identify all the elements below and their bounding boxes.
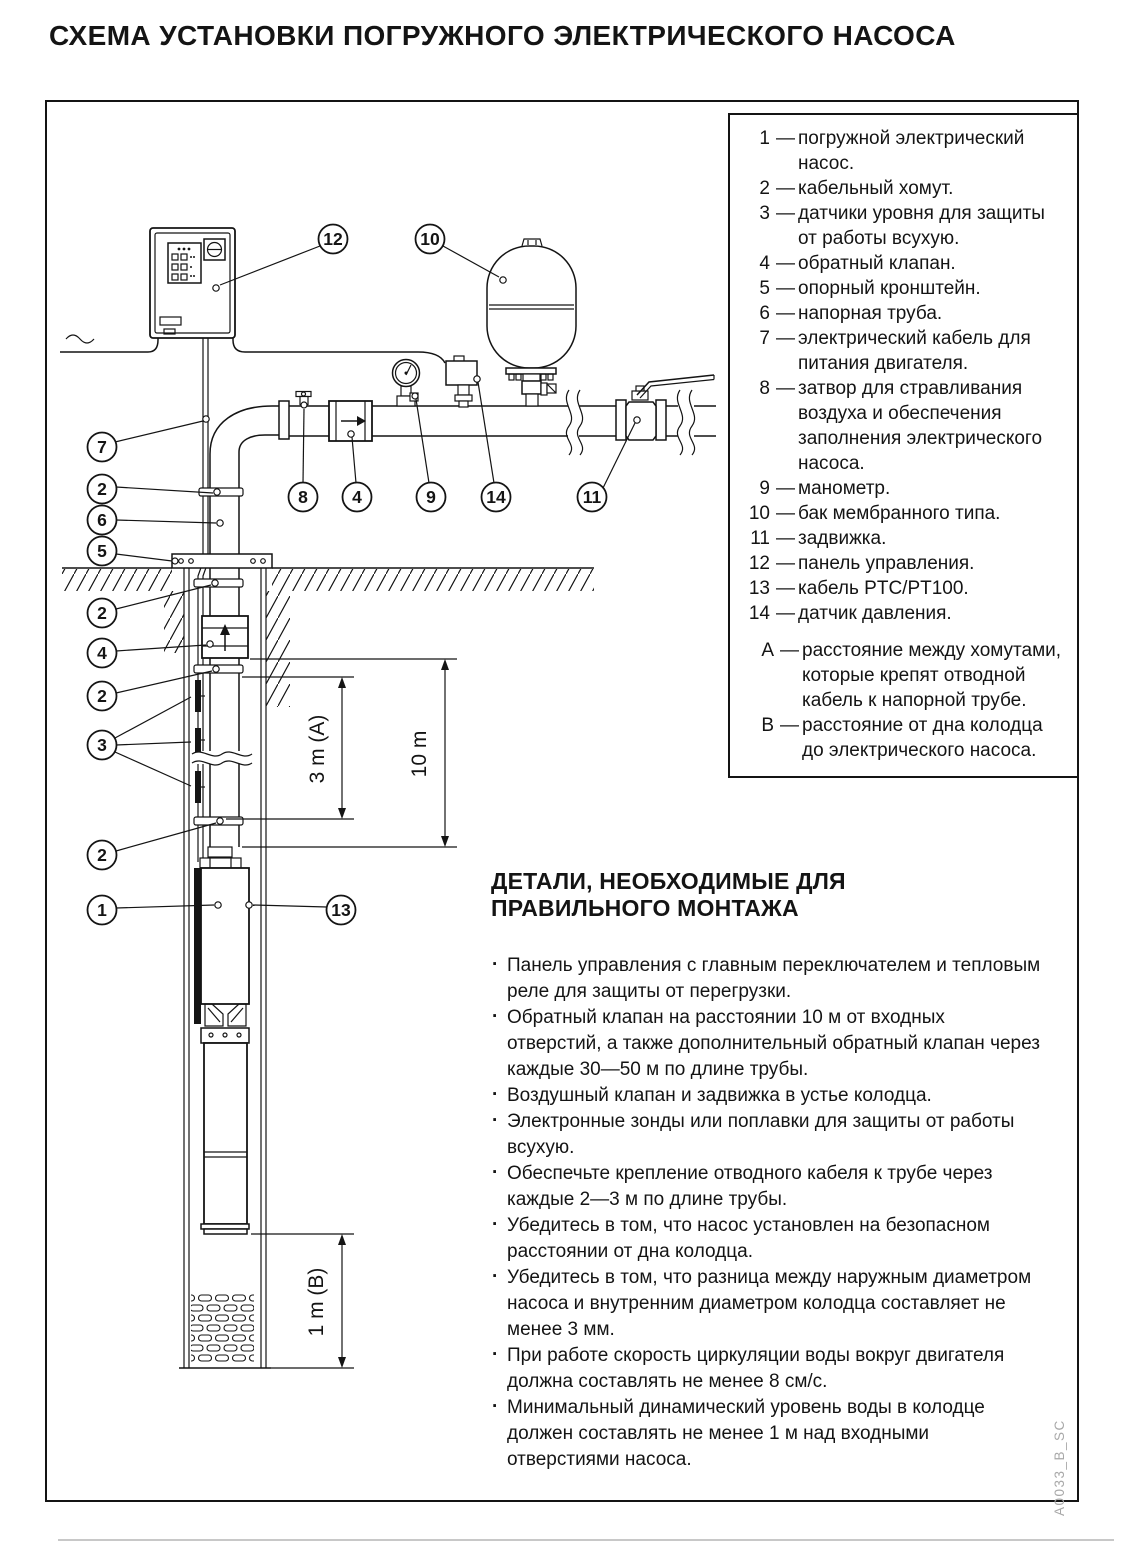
legend-box xyxy=(728,113,1079,778)
svg-text:2: 2 xyxy=(97,479,107,499)
callout-8 xyxy=(289,483,318,512)
legend-note-text: расстояние между хомутами, которые крепят отводной кабель к напорной трубе. xyxy=(802,640,1062,711)
legend-note-text: расстояние от дна колодца до электрического насоса. xyxy=(802,715,1043,761)
svg-text:9: 9 xyxy=(426,487,436,507)
bullet-item: · Панель управления с главным переключателем и тепловым реле для защиты от перегрузки. xyxy=(491,953,1043,1005)
dimension-10m-label: 10 m xyxy=(408,730,431,778)
legend-item-text: датчик давления. xyxy=(798,603,952,624)
legend-item-text: обратный клапан. xyxy=(798,253,956,274)
pressure-sensor xyxy=(446,356,477,407)
pump-intake-flange xyxy=(201,1028,249,1043)
callout-2d xyxy=(88,841,117,870)
details-heading-line1: ДЕТАЛИ, НЕОБХОДИМЫЕ ДЛЯ xyxy=(491,868,846,894)
pump-cable-guard xyxy=(194,868,201,1024)
svg-text:7: 7 xyxy=(97,437,107,457)
document-code: A0033_B_SC xyxy=(1052,1419,1067,1516)
legend-item-text: датчики уровня для защиты от работы всухую. xyxy=(798,203,1045,249)
membrane-tank xyxy=(487,239,576,406)
scan-edge-line xyxy=(58,1539,1114,1541)
pump-motor xyxy=(201,868,249,1004)
legend-item-2: 2 — кабельный хомут. xyxy=(740,176,1065,201)
legend-item-10: 10 — бак мембранного типа. xyxy=(740,501,1065,526)
legend-item-text: опорный кронштейн. xyxy=(798,278,981,299)
legend-item-text: напорная труба. xyxy=(798,303,943,324)
svg-text:2: 2 xyxy=(97,845,107,865)
callout-2a xyxy=(88,475,117,504)
pipe-break-left xyxy=(566,390,582,455)
legend-note-b: В — расстояние от дна колодца до электрического насоса. xyxy=(752,713,1065,763)
control-panel xyxy=(150,228,235,338)
callout-10 xyxy=(416,225,445,254)
well-gravel xyxy=(191,1294,254,1364)
bullet-item: · Воздушный клапан и задвижка в устье колодца. xyxy=(491,1083,1043,1109)
check-valve-well xyxy=(202,616,248,658)
bullet-item: · Электронные зонды или поплавки для защиты от работы всухую. xyxy=(491,1109,1043,1161)
svg-text:4: 4 xyxy=(97,643,107,663)
svg-text:2: 2 xyxy=(97,603,107,623)
bullet-item: · Обратный клапан на расстоянии 10 м от входных отверстий, а также дополнительный обратный клапан через каждые 30—50 м по длине трубы. xyxy=(491,1005,1043,1083)
legend-notes xyxy=(740,638,1065,763)
legend-item-14: 14 — датчик давления. xyxy=(740,601,1065,626)
legend-item-text: погружной электрический насос. xyxy=(798,128,1025,174)
legend-item-5: 5 — опорный кронштейн. xyxy=(740,276,1065,301)
legend-item-text: бак мембранного типа. xyxy=(798,503,1001,524)
legend-item-8: 8 — затвор для стравливания воздуха и обеспечения заполнения электрического насоса. xyxy=(740,376,1065,476)
bullet-item: · Убедитесь в том, что разница между наружным диаметром насоса и внутренним диаметром колодца составляет не менее 3 мм. xyxy=(491,1265,1043,1343)
svg-text:14: 14 xyxy=(486,487,506,507)
details-section xyxy=(491,868,1043,1473)
pipe-break-right xyxy=(677,390,694,455)
callout-14 xyxy=(482,483,511,512)
callout-7 xyxy=(88,433,117,462)
ground-surface xyxy=(62,568,594,707)
legend-item-3: 3 — датчики уровня для защиты от работы всухую. xyxy=(740,201,1065,251)
callout-13 xyxy=(327,896,356,925)
legend-item-1: 1 — погружной электрический насос. xyxy=(740,126,1065,176)
callout-6 xyxy=(88,506,117,535)
legend-item-text: задвижка. xyxy=(798,528,887,549)
diagram-frame xyxy=(45,100,1079,1516)
svg-text:4: 4 xyxy=(352,487,362,507)
legend-item-text: манометр. xyxy=(798,478,891,499)
svg-text:2: 2 xyxy=(97,686,107,706)
callout-2c xyxy=(88,682,117,711)
bullet-item: · При работе скорость циркуляции воды вокруг двигателя должна составлять не менее 8 см/с. xyxy=(491,1343,1043,1395)
legend-item-11: 11 — задвижка. xyxy=(740,526,1065,551)
wall-line xyxy=(60,335,445,363)
callout-11 xyxy=(578,483,607,512)
details-bullet-list xyxy=(491,953,1043,1473)
dimension-3m-label: 3 m (A) xyxy=(306,714,329,784)
legend-item-text: затвор для стравливания воздуха и обеспечения заполнения электрического насоса. xyxy=(798,378,1043,474)
legend-item-13: 13 — кабель PTC/PT100. xyxy=(740,576,1065,601)
legend-item-text: электрический кабель для питания двигателя. xyxy=(798,328,1031,374)
details-heading-line2: ПРАВИЛЬНОГО МОНТАЖА xyxy=(491,895,799,921)
riser-break xyxy=(192,751,252,765)
legend-item-text: панель управления. xyxy=(798,553,975,574)
legend-item-7: 7 — электрический кабель для питания двигателя. xyxy=(740,326,1065,376)
callout-12 xyxy=(319,225,348,254)
callout-2b xyxy=(88,599,117,628)
callout-3 xyxy=(88,731,117,760)
callout-9 xyxy=(417,483,446,512)
bullet-item: · Минимальный динамический уровень воды в колодце должен составлять не менее 1 м над входными отверстиями насоса. xyxy=(491,1395,1043,1473)
legend-item-text: кабельный хомут. xyxy=(798,178,954,199)
callout-5 xyxy=(88,537,117,566)
legend-item-4: 4 — обратный клапан. xyxy=(740,251,1065,276)
svg-text:12: 12 xyxy=(323,229,343,249)
legend-item-text: кабель PTC/PT100. xyxy=(798,578,969,599)
callout-1 xyxy=(88,896,117,925)
pump-body xyxy=(204,1043,247,1224)
dimension-1m-label: 1 m (B) xyxy=(305,1267,328,1337)
legend-item-6: 6 — напорная труба. xyxy=(740,301,1065,326)
details-heading xyxy=(491,868,1043,922)
legend-item-12: 12 — панель управления. xyxy=(740,551,1065,576)
svg-text:3: 3 xyxy=(97,735,107,755)
callout-4a xyxy=(343,483,372,512)
page-title: СХЕМА УСТАНОВКИ ПОГРУЖНОГО ЭЛЕКТРИЧЕСКОГО НАСОСА xyxy=(49,20,956,51)
legend-note-a: А — расстояние между хомутами, которые крепят отводной кабель к напорной трубе. xyxy=(752,638,1065,713)
bullet-item: · Убедитесь в том, что насос установлен на безопасном расстоянии от дна колодца. xyxy=(491,1213,1043,1265)
gate-valve xyxy=(616,375,714,440)
support-bracket xyxy=(172,554,272,568)
svg-text:5: 5 xyxy=(97,541,107,561)
callout-4b xyxy=(88,639,117,668)
svg-text:8: 8 xyxy=(298,487,308,507)
svg-text:13: 13 xyxy=(331,900,351,920)
svg-text:1: 1 xyxy=(97,900,107,920)
svg-text:6: 6 xyxy=(97,510,107,530)
svg-text:10: 10 xyxy=(420,229,440,249)
bullet-item: · Обеспечьте крепление отводного кабеля к трубе через каждые 2—3 м по длине трубы. xyxy=(491,1161,1043,1213)
svg-text:11: 11 xyxy=(582,487,602,507)
legend-item-9: 9 — манометр. xyxy=(740,476,1065,501)
